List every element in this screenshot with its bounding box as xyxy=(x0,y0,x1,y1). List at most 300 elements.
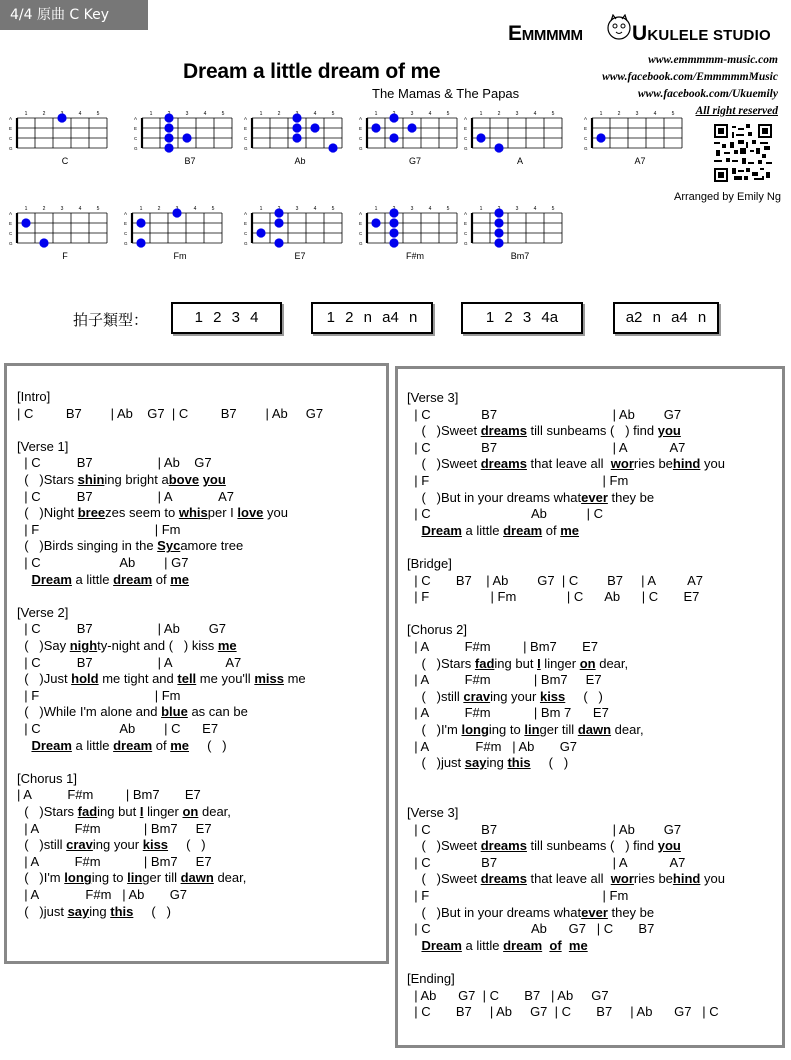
svg-text:1: 1 xyxy=(149,111,153,117)
artist-name: The Mamas & The Papas xyxy=(372,86,520,101)
line-text: you xyxy=(700,871,725,887)
svg-text:3: 3 xyxy=(60,206,64,212)
finger-dot xyxy=(476,133,485,142)
sheet-line xyxy=(407,971,455,987)
line-text: ( ) xyxy=(168,837,206,853)
emphasized-syllable: shin xyxy=(77,472,105,487)
sheet-line xyxy=(407,589,699,605)
sheet-line xyxy=(407,523,579,539)
sheet-line xyxy=(17,472,226,488)
sheet-line xyxy=(17,588,21,604)
line-text: of xyxy=(152,737,171,753)
sheet-line xyxy=(407,954,411,970)
sheet-line xyxy=(407,988,609,1004)
beat-pattern-box: 1 2 n a4 n xyxy=(311,302,433,334)
sheet-line xyxy=(17,439,68,455)
emphasized-syllable: me xyxy=(568,937,588,953)
svg-text:A: A xyxy=(464,211,468,216)
emphasized-syllable: this xyxy=(507,755,531,771)
line-text: | C Ab G7 | C B7 xyxy=(407,921,655,937)
sheet-line xyxy=(407,871,725,887)
beat-pattern-box: 1 2 3 4 xyxy=(171,302,282,334)
svg-text:G: G xyxy=(584,146,588,151)
line-text: | F | Fm xyxy=(17,687,181,703)
svg-text:C: C xyxy=(464,136,468,141)
sheet-line xyxy=(17,572,189,588)
svg-text:4: 4 xyxy=(313,111,317,117)
facebook-link[interactable]: www.facebook.com/Ukuemily xyxy=(637,88,778,100)
arranger-credit: Arranged by Emily Ng xyxy=(674,191,781,203)
chord-diagram-ab xyxy=(240,108,363,170)
sheet-line xyxy=(407,440,685,456)
svg-text:1: 1 xyxy=(24,206,28,212)
sheet-line xyxy=(17,804,231,820)
emphasized-syllable: of xyxy=(549,937,562,953)
svg-text:C: C xyxy=(244,231,248,236)
finger-dot xyxy=(494,143,503,152)
line-text: | F | Fm xyxy=(17,521,181,537)
line-text: dear, xyxy=(198,804,231,819)
line-text: ( )Sweet xyxy=(407,423,481,439)
emphasized-syllable: love xyxy=(237,505,264,521)
line-text: me you'll xyxy=(196,671,255,687)
brand-logo xyxy=(508,14,783,44)
line-text: ( )While I'm alone and xyxy=(17,704,162,720)
svg-text:1: 1 xyxy=(139,206,143,212)
emphasized-syllable: lin xyxy=(524,722,540,737)
finger-dot xyxy=(164,133,173,142)
finger-dot xyxy=(39,238,48,247)
sheet-line xyxy=(407,606,411,622)
line-text: as can be xyxy=(187,704,248,720)
sheet-line xyxy=(407,888,628,904)
svg-text:G: G xyxy=(134,146,138,151)
emphasized-syllable: whis xyxy=(178,505,208,521)
line-text xyxy=(407,523,421,538)
line-text: ries be xyxy=(633,456,673,472)
svg-text:5: 5 xyxy=(671,111,675,117)
website-link[interactable]: www.emmmmm-music.com xyxy=(648,54,778,66)
line-text: of xyxy=(542,522,561,538)
line-text xyxy=(407,606,411,621)
finger-dot xyxy=(310,123,319,132)
line-text: ( )Sweet xyxy=(407,871,481,887)
line-text: | Ab G7 | C B7 | Ab G7 xyxy=(407,987,609,1003)
line-text xyxy=(17,738,31,753)
emphasized-syllable: wor xyxy=(610,871,634,887)
sheet-line xyxy=(17,389,50,405)
sheet-line xyxy=(407,855,685,871)
finger-dot xyxy=(21,218,30,227)
chord-name: G7 xyxy=(408,156,421,166)
finger-dot xyxy=(494,208,503,217)
svg-text:G: G xyxy=(124,241,128,246)
line-text xyxy=(407,938,421,953)
emphasized-syllable: me xyxy=(217,638,237,653)
svg-text:5: 5 xyxy=(331,206,335,212)
line-text: ing your xyxy=(92,837,143,853)
svg-text:5: 5 xyxy=(551,111,555,117)
line-text: ( )Night xyxy=(17,505,78,521)
finger-dot xyxy=(292,133,301,142)
svg-text:4: 4 xyxy=(653,111,657,117)
emphasized-syllable: dreams xyxy=(480,423,527,439)
line-text: dear, xyxy=(213,870,247,886)
line-text: ing xyxy=(486,755,508,771)
svg-text:5: 5 xyxy=(446,111,450,117)
line-text: dear, xyxy=(595,655,629,671)
line-text xyxy=(17,588,21,603)
svg-text:2: 2 xyxy=(157,206,161,212)
line-text: ing to xyxy=(488,722,525,737)
emphasized-syllable: dream xyxy=(113,737,153,753)
svg-text:E: E xyxy=(244,126,248,131)
emphasized-syllable: Dream xyxy=(421,937,462,953)
emphasized-syllable: dreams xyxy=(480,871,527,887)
sheet-line xyxy=(407,556,452,572)
finger-dot xyxy=(371,123,380,132)
sheet-line xyxy=(17,787,201,803)
sheet-line xyxy=(407,838,681,854)
emphasized-syllable: crav xyxy=(66,837,93,853)
line-text xyxy=(407,772,411,787)
line-text: | C Ab | C E7 xyxy=(17,721,219,736)
sheet-line xyxy=(407,1004,719,1020)
finger-dot xyxy=(389,228,398,237)
sheet-line xyxy=(17,406,323,422)
svg-text:1: 1 xyxy=(259,111,263,117)
line-text: that leave all xyxy=(526,871,611,887)
sheet-line xyxy=(407,539,411,555)
sheet-line xyxy=(407,705,609,721)
line-text: | A F#m | Bm7 E7 xyxy=(17,853,212,869)
sheet-line xyxy=(407,722,644,738)
line-text: | C B7 | A A7 xyxy=(17,654,242,670)
sheet-line xyxy=(17,754,21,770)
line-text: a little xyxy=(71,737,114,753)
line-text xyxy=(407,539,411,554)
svg-text:C: C xyxy=(9,136,13,141)
emphasized-syllable: crav xyxy=(463,688,491,704)
svg-text:G: G xyxy=(359,146,363,151)
chord-name: A7 xyxy=(634,156,646,166)
svg-text:1: 1 xyxy=(259,206,263,212)
emphasized-syllable: fad xyxy=(77,804,98,819)
sheet-line xyxy=(17,489,234,505)
line-text: of xyxy=(152,571,171,587)
line-text: | F | Fm xyxy=(407,473,629,488)
sheet-line xyxy=(17,904,171,920)
finger-dot xyxy=(136,238,145,247)
sheet-line xyxy=(407,755,568,771)
emphasized-syllable: this xyxy=(110,903,134,919)
line-text: ( ) xyxy=(530,755,569,771)
svg-text:C: C xyxy=(584,136,588,141)
facebook-link[interactable]: www.facebook.com/EmmmmmMusic xyxy=(602,71,778,83)
finger-dot xyxy=(274,208,283,217)
finger-dot xyxy=(407,123,416,132)
svg-text:3: 3 xyxy=(295,206,299,212)
line-text: ing but xyxy=(97,804,140,819)
line-text: | C B7 | Ab G7 xyxy=(407,406,682,422)
sheet-line xyxy=(407,390,458,406)
emphasized-syllable: dream xyxy=(503,937,543,953)
line-text xyxy=(17,572,31,587)
svg-text:5: 5 xyxy=(331,111,335,117)
sheet-line xyxy=(407,822,681,838)
line-text: | C B7 | A A7 xyxy=(407,439,686,455)
finger-dot xyxy=(136,218,145,227)
line-text: ( )I'm xyxy=(17,870,65,886)
sheet-line xyxy=(17,538,243,554)
line-text: ( )But in your dreams what xyxy=(407,489,582,505)
svg-text:A: A xyxy=(359,211,363,216)
emphasized-syllable: ever xyxy=(581,904,608,920)
sheet-line xyxy=(17,522,181,538)
emphasized-syllable: kiss xyxy=(142,837,169,853)
line-text: [Verse 2] xyxy=(17,604,69,620)
svg-text:4: 4 xyxy=(203,111,207,117)
emphasized-syllable: dreams xyxy=(480,838,527,854)
line-text: per I xyxy=(207,505,238,521)
chord-name: F#m xyxy=(406,251,424,261)
emphasized-syllable: me xyxy=(560,522,580,538)
emphasized-syllable: on xyxy=(182,804,199,819)
svg-text:3: 3 xyxy=(185,111,189,117)
emphasized-syllable: nigh xyxy=(69,638,98,653)
finger-dot xyxy=(182,133,191,142)
sheet-line xyxy=(17,721,218,737)
line-text: [Chorus 1] xyxy=(17,770,77,786)
svg-text:C: C xyxy=(359,136,363,141)
line-text: they be xyxy=(607,904,655,920)
meta-tag: 4/4 原曲 C Key xyxy=(0,0,148,30)
finger-dot xyxy=(389,113,398,122)
svg-text:E: E xyxy=(464,221,468,226)
svg-text:C: C xyxy=(9,231,13,236)
line-text: ( )Just xyxy=(17,671,72,687)
line-text: | A F#m | Bm7 E7 xyxy=(17,787,201,803)
svg-text:E: E xyxy=(359,126,363,131)
line-text: ries be xyxy=(633,871,673,887)
finger-dot xyxy=(256,228,265,237)
finger-dot xyxy=(274,238,283,247)
sheet-line xyxy=(17,455,212,471)
lyrics-panel-left xyxy=(4,363,389,964)
sheet-line xyxy=(17,605,68,621)
svg-text:2: 2 xyxy=(42,111,46,117)
line-text: | C B7 | Ab G7 | C B7 | A A7 xyxy=(407,572,704,588)
svg-text:C: C xyxy=(134,136,138,141)
line-text: linger xyxy=(540,655,580,671)
line-text: they be xyxy=(607,489,655,505)
line-text: ( ) xyxy=(565,688,603,704)
line-text: ( ) xyxy=(189,737,227,753)
emphasized-syllable: me xyxy=(170,737,190,753)
sheet-line xyxy=(407,772,411,788)
sheet-line xyxy=(407,639,598,655)
svg-text:4: 4 xyxy=(78,111,82,117)
line-text: | A F#m | Bm 7 E7 xyxy=(407,705,609,721)
emphasized-syllable: you xyxy=(657,423,681,439)
emphasized-syllable: you xyxy=(202,472,226,487)
chord-diagram-g7 xyxy=(355,108,475,170)
finger-dot xyxy=(389,238,398,247)
emphasized-syllable: dream xyxy=(503,522,543,538)
line-text: linger xyxy=(143,804,183,819)
emphasized-syllable: Dream xyxy=(31,737,72,753)
sheet-line xyxy=(407,689,603,705)
svg-text:3: 3 xyxy=(515,206,519,212)
svg-text:3: 3 xyxy=(635,111,639,117)
svg-text:C: C xyxy=(464,231,468,236)
line-text: that leave all xyxy=(526,456,611,472)
emphasized-syllable: miss xyxy=(254,671,284,687)
finger-dot xyxy=(292,113,301,122)
svg-text:E: E xyxy=(359,221,363,226)
sheet-line xyxy=(17,505,288,521)
line-text: you xyxy=(700,456,725,472)
emphasized-syllable: Dream xyxy=(31,571,72,587)
emphasized-syllable: on xyxy=(579,655,596,671)
sheet-line xyxy=(17,422,21,438)
line-text: ing your xyxy=(490,688,540,704)
finger-dot xyxy=(389,133,398,142)
svg-text:G: G xyxy=(359,241,363,246)
finger-dot xyxy=(389,208,398,217)
line-text: ( )Stars xyxy=(17,804,78,819)
line-text: ger till xyxy=(142,870,181,886)
sheet-line xyxy=(17,621,226,637)
emphasized-syllable: dawn xyxy=(180,870,214,886)
finger-dot xyxy=(292,123,301,132)
brand-right: UKULELE STUDIO xyxy=(632,22,771,45)
chord-name: A xyxy=(516,156,523,166)
finger-dot xyxy=(389,218,398,227)
svg-text:2: 2 xyxy=(42,206,46,212)
line-text: ger till xyxy=(539,722,578,737)
line-text: ( )Sweet xyxy=(407,838,481,854)
sheet-line xyxy=(407,473,628,489)
svg-text:E: E xyxy=(134,126,138,131)
line-text: ing but xyxy=(494,655,538,671)
chord-diagram-fsharpm xyxy=(355,203,475,265)
line-text: zes seem to xyxy=(105,505,179,521)
svg-text:4: 4 xyxy=(533,111,537,117)
line-text: ( )I'm xyxy=(407,722,462,737)
emphasized-syllable: ever xyxy=(581,489,608,505)
sheet-line xyxy=(407,490,654,506)
sheet-line xyxy=(17,655,241,671)
line-text: [Chorus 2] xyxy=(407,622,467,638)
svg-text:E: E xyxy=(584,126,588,131)
chord-diagram-c xyxy=(5,108,125,170)
emphasized-syllable: hind xyxy=(672,871,701,887)
chord-diagram-f xyxy=(5,203,128,265)
sheet-line xyxy=(407,573,703,589)
song-title: Dream a little dream of me xyxy=(183,60,441,83)
emphasized-syllable: tell xyxy=(177,671,197,687)
emphasized-syllable: say xyxy=(464,755,487,771)
svg-text:A: A xyxy=(124,211,128,216)
line-text: | C B7 | Ab G7 xyxy=(407,821,682,837)
line-text: | A F#m | Bm7 E7 xyxy=(407,672,602,688)
chord-name: Bm7 xyxy=(510,251,530,261)
emphasized-syllable: kiss xyxy=(539,688,566,704)
svg-text:G: G xyxy=(9,146,13,151)
svg-text:A: A xyxy=(464,116,468,121)
emphasized-syllable: me xyxy=(170,571,190,587)
svg-text:4: 4 xyxy=(533,206,537,212)
svg-text:1: 1 xyxy=(479,206,483,212)
line-text: | C B7 | Ab G7 | C B7 | Ab G7 xyxy=(17,405,324,421)
svg-text:1: 1 xyxy=(479,111,483,117)
svg-text:2: 2 xyxy=(617,111,621,117)
chord-name: F xyxy=(62,251,68,261)
rights-text: All right reserved xyxy=(695,105,778,117)
line-text: till sunbeams ( ) find xyxy=(526,838,658,854)
svg-text:1: 1 xyxy=(24,111,28,117)
line-text: me xyxy=(283,671,306,687)
line-text: ( )Birds singing in the xyxy=(17,538,158,554)
sheet-line xyxy=(17,704,248,720)
line-text: amore tree xyxy=(180,538,244,554)
line-text: | C Ab | G7 xyxy=(17,555,189,570)
sheet-line xyxy=(407,407,681,423)
chord-name: Ab xyxy=(294,156,306,166)
svg-text:E: E xyxy=(124,221,128,226)
finger-dot xyxy=(371,218,380,227)
emphasized-syllable: bove xyxy=(168,472,200,487)
cat-logo-icon xyxy=(606,14,632,40)
emphasized-syllable: dawn xyxy=(577,722,612,737)
sheet-line xyxy=(407,905,654,921)
svg-text:G: G xyxy=(9,241,13,246)
sheet-line xyxy=(407,921,654,937)
line-text xyxy=(407,788,411,803)
line-text: ( )just xyxy=(17,903,68,919)
svg-text:G: G xyxy=(464,146,468,151)
line-text: a little xyxy=(461,937,504,953)
svg-text:A: A xyxy=(244,211,248,216)
svg-text:A: A xyxy=(359,116,363,121)
svg-text:G: G xyxy=(464,241,468,246)
line-text: ( )But in your dreams what xyxy=(407,904,582,920)
svg-text:E: E xyxy=(464,126,468,131)
line-text: ing xyxy=(89,903,111,919)
line-text: | C B7 | Ab G7 xyxy=(17,621,227,637)
svg-text:4: 4 xyxy=(313,206,317,212)
chord-diagram-bm7 xyxy=(460,203,580,265)
sheet-line xyxy=(17,821,212,837)
svg-text:C: C xyxy=(244,136,248,141)
sheet-line xyxy=(17,671,306,687)
svg-text:5: 5 xyxy=(221,111,225,117)
sheet-line xyxy=(407,805,458,821)
finger-dot xyxy=(274,218,283,227)
sheet-line xyxy=(17,837,206,853)
svg-text:C: C xyxy=(124,231,128,236)
svg-text:G: G xyxy=(244,146,248,151)
emphasized-syllable: hind xyxy=(672,456,701,472)
emphasized-syllable: long xyxy=(461,722,489,737)
chord-name: E7 xyxy=(294,251,306,261)
chord-name: Fm xyxy=(173,251,187,261)
line-text: | A F#m | Ab G7 xyxy=(407,738,578,754)
beat-pattern-box: a2 n a4 n xyxy=(613,302,719,334)
sheet-line xyxy=(407,656,628,672)
finger-dot xyxy=(494,228,503,237)
